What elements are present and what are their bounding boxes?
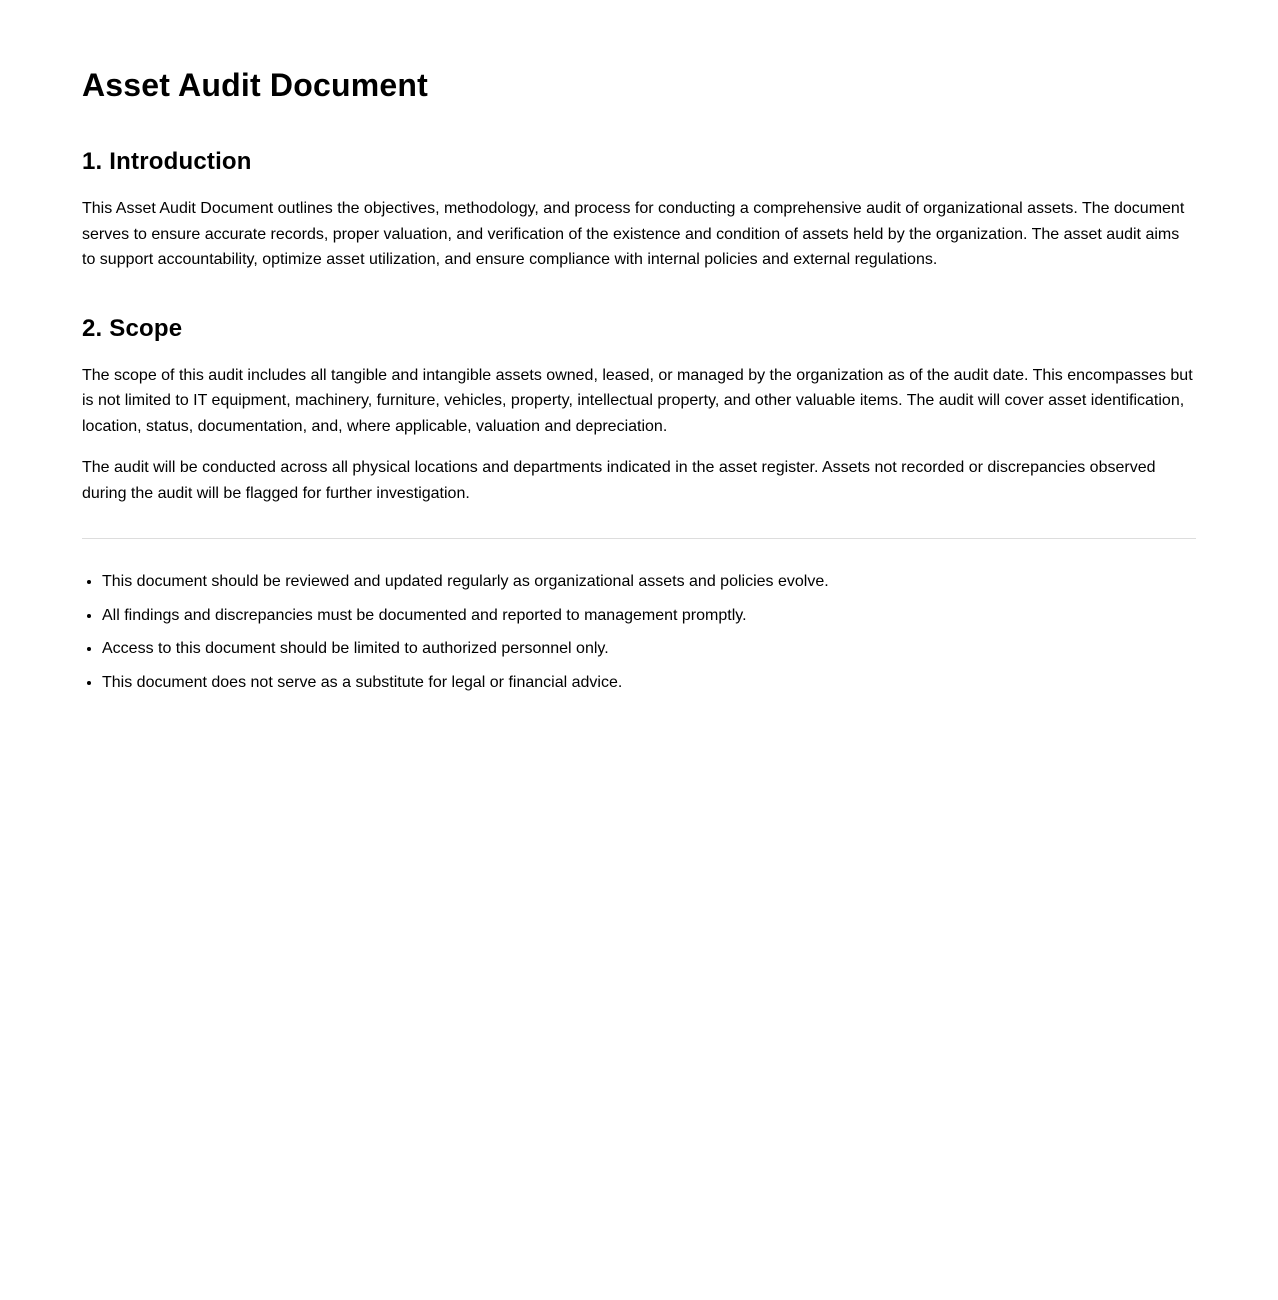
notes-list-item: • Access to this document should be limited to authorized personnel only. [102,638,1196,660]
notes-list-item: • All findings and discrepancies must be documented and reported to management promptly. [102,605,1196,627]
notes-list [82,571,1196,694]
introduction-paragraph: This Asset Audit Document outlines the objectives, methodology, and process for conducting a comprehensive audit of organizational assets. The document serves to ensure accurate records, proper valuation, and verification of the existence and condition of assets held by the organization. The asset audit aims to support accountability, optimize asset utilization, and ensure compliance with internal policies and external regulations. [82,200,1185,268]
notes-list-item: • This document does not serve as a substitute for legal or financial advice. [102,672,1196,694]
introduction-heading: 1. Introduction [82,148,252,175]
section-divider [82,538,1196,539]
scope-paragraph-1: The scope of this audit includes all tangible and intangible assets owned, leased, or managed by the organization as of the audit date. This encompasses but is not limited to IT equipment, machinery, furniture, vehicles, property, intellectual property, and other valuable items. The audit will cover asset identification, location, status, documentation, and, where applicable, valuation and depreciation. [82,366,1193,435]
notes-list-item: • This document should be reviewed and updated regularly as organizational assets and policies evolve. [102,571,1196,593]
document-title: Asset Audit Document [82,67,428,103]
scope-paragraph-2: The audit will be conducted across all physical locations and departments indicated in the asset register. Assets not recorded or discrepancies observed during the audit will be flagged for further investigation. [82,459,1156,502]
scope-heading: 2. Scope [82,314,183,342]
